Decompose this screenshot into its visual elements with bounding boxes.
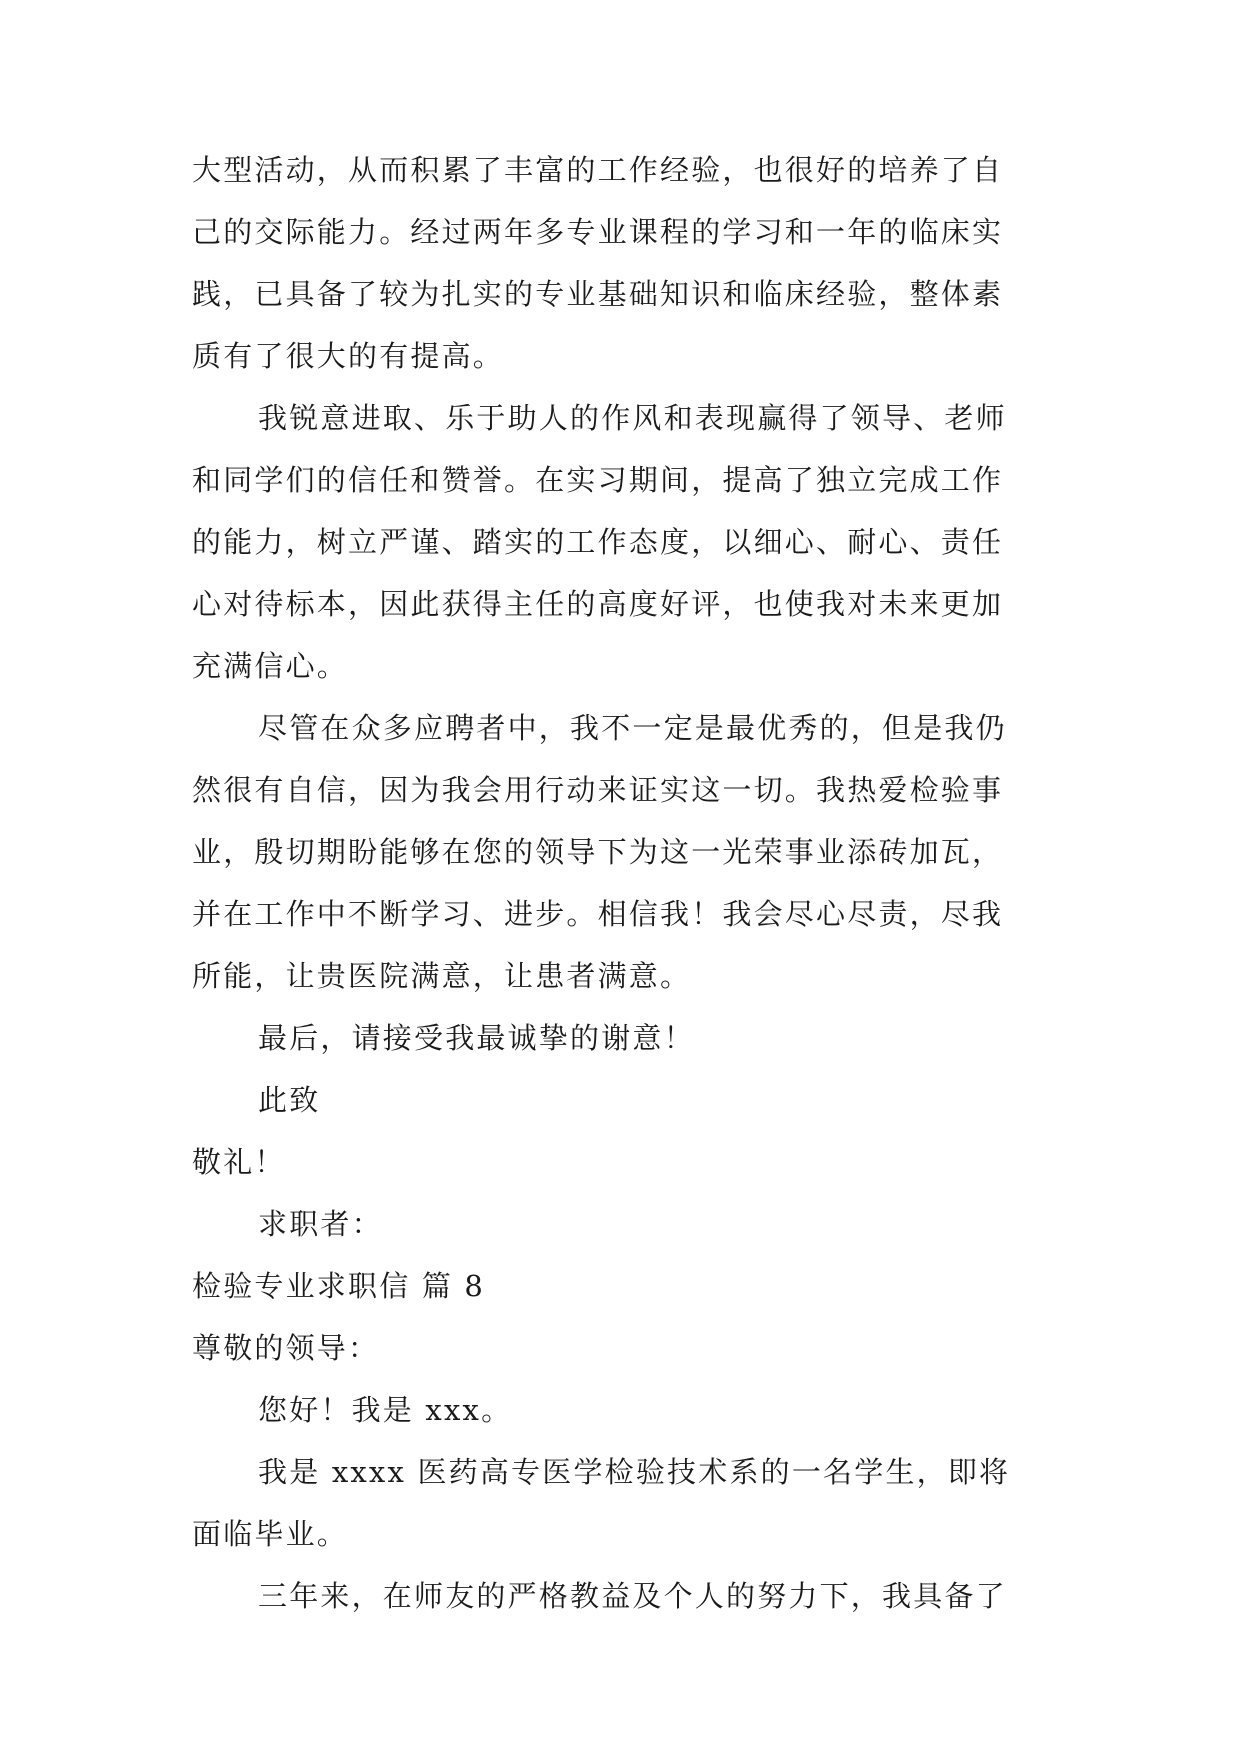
paragraph-line: 我锐意进取、乐于助人的作风和表现赢得了领导、老师 bbox=[258, 401, 1007, 435]
paragraph-line: 质有了很大的有提高。 bbox=[192, 339, 505, 373]
signature-applicant: 求职者： bbox=[258, 1207, 383, 1241]
closing-regards: 敬礼！ bbox=[192, 1145, 286, 1179]
paragraph-line: 和同学们的信任和赞誉。在实习期间，提高了独立完成工作 bbox=[192, 463, 1004, 497]
paragraph-line: 然很有自信，因为我会用行动来证实这一切。我热爱检验事 bbox=[192, 773, 1004, 807]
paragraph-line: 并在工作中不断学习、进步。相信我！我会尽心尽责，尽我 bbox=[192, 897, 1004, 931]
paragraph-line: 的能力，树立严谨、踏实的工作态度，以细心、耐心、责任 bbox=[192, 525, 1004, 559]
paragraph-line: 充满信心。 bbox=[192, 649, 349, 683]
paragraph-line: 己的交际能力。经过两年多专业课程的学习和一年的临床实 bbox=[192, 215, 1004, 249]
paragraph-line: 业，殷切期盼能够在您的领导下为这一光荣事业添砖加瓦， bbox=[192, 835, 1004, 869]
paragraph-line: 践，已具备了较为扎实的专业基础知识和临床经验，整体素 bbox=[192, 277, 1004, 311]
paragraph-line: 心对待标本，因此获得主任的高度好评，也使我对未来更加 bbox=[192, 587, 1004, 621]
closing-thanks: 最后，请接受我最诚挚的谢意！ bbox=[258, 1021, 695, 1055]
paragraph-line: 三年来，在师友的严格教益及个人的努力下，我具备了 bbox=[258, 1579, 1007, 1613]
paragraph-line: 所能，让贵医院满意，让患者满意。 bbox=[192, 959, 692, 993]
paragraph-line: 您好！我是 xxx。 bbox=[258, 1393, 513, 1427]
paragraph-line: 大型活动，从而积累了丰富的工作经验，也很好的培养了自 bbox=[192, 153, 1004, 187]
paragraph-line: 面临毕业。 bbox=[192, 1517, 349, 1551]
closing-salutation: 此致 bbox=[258, 1083, 321, 1117]
paragraph-line: 我是 xxxx 医药高专医学检验技术系的一名学生，即将 bbox=[258, 1455, 1011, 1489]
greeting: 尊敬的领导： bbox=[192, 1331, 380, 1365]
paragraph-line: 尽管在众多应聘者中，我不一定是最优秀的，但是我仍 bbox=[258, 711, 1007, 745]
section-title: 检验专业求职信 篇 8 bbox=[192, 1269, 486, 1303]
